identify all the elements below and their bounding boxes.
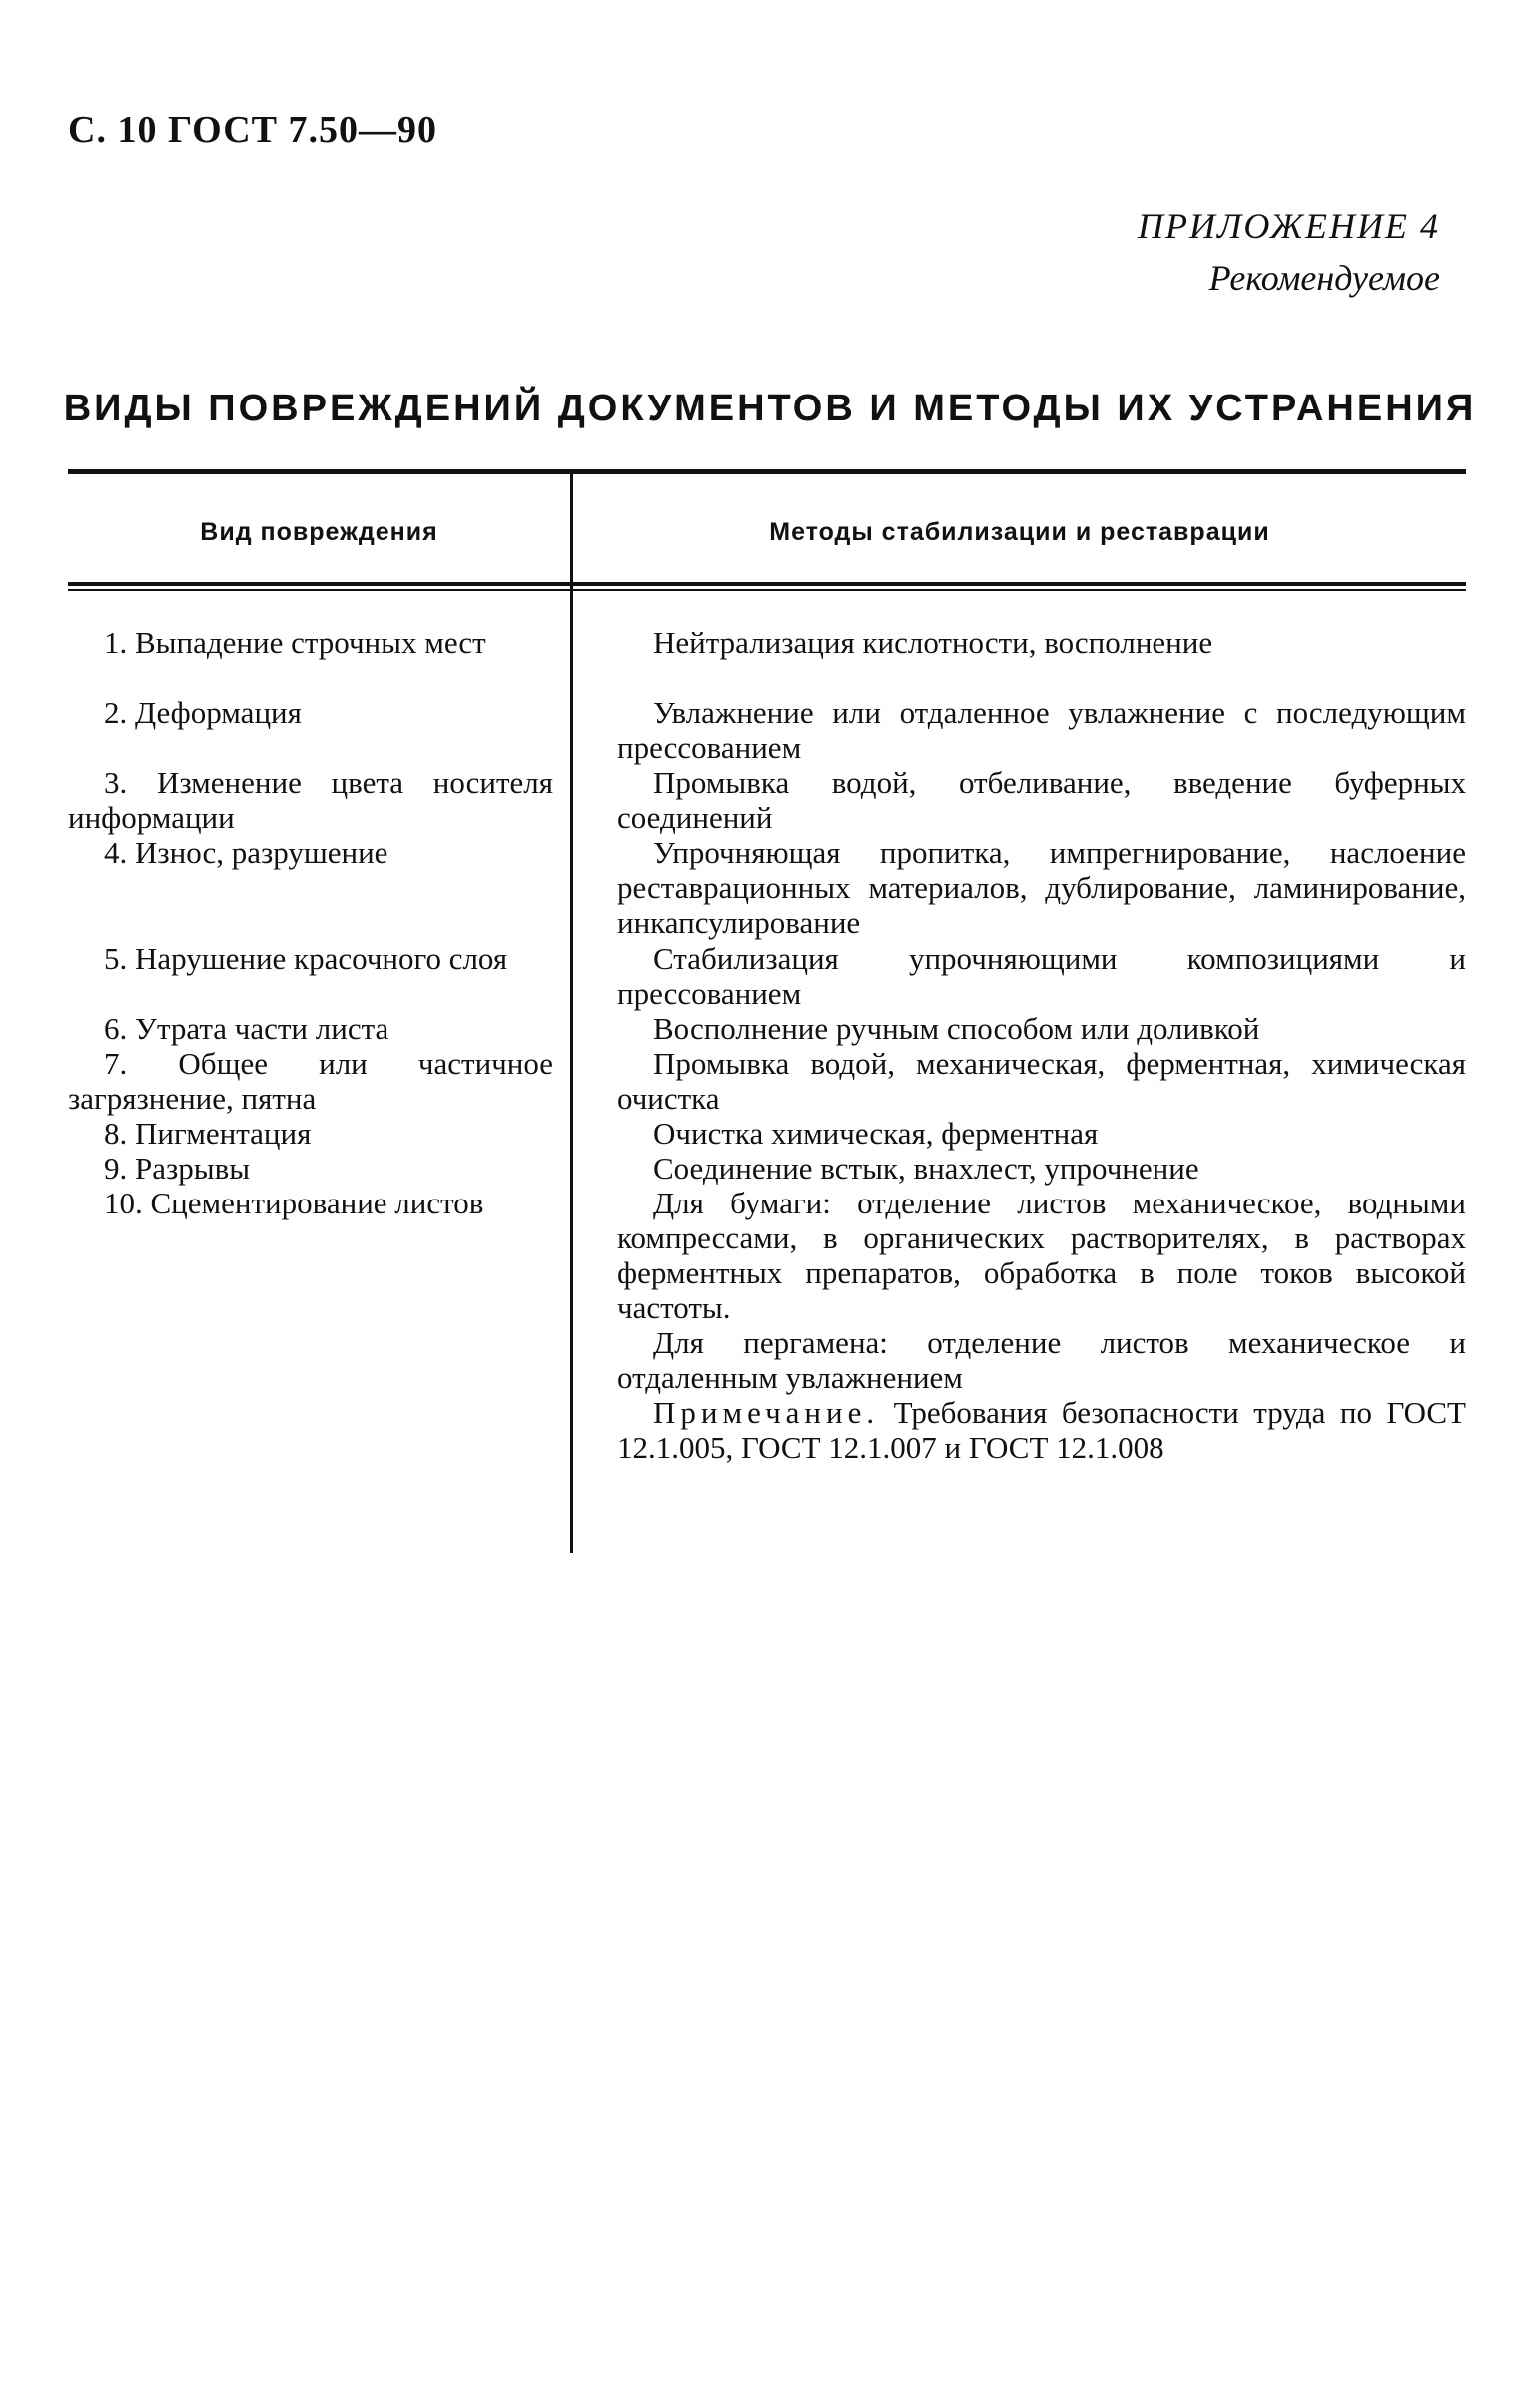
page-header: С. 10 ГОСТ 7.50—90 <box>68 109 437 151</box>
damage-type-10: 10. Сцементирование листов <box>104 1186 484 1220</box>
method-4: Упрочняющая пропитка, импрегнирование, наслоение реставрационных материалов, дублирование, ламинирование, инкапсулирование <box>617 835 1466 940</box>
column-header-damage-type: Вид повреждения <box>200 518 438 546</box>
damage-type-6: 6. Утрата части листа <box>104 1011 389 1046</box>
method-6: Восполнение ручным способом или доливкой <box>653 1011 1260 1046</box>
method-7: Промывка водой, механическая, ферментная, химическая очистка <box>617 1046 1466 1116</box>
damage-type-3: 3. Изменение цвета носителя информации <box>68 765 553 835</box>
table-header-rule-thin <box>68 589 1466 591</box>
table-header-rule <box>68 582 1466 586</box>
damage-type-7: 7. Общее или частичное загрязнение, пятна <box>68 1046 553 1116</box>
appendix-status: Рекомендуемое <box>1208 258 1440 298</box>
note-text: Требования безопасности труда по ГОСТ 12.1.005, ГОСТ 12.1.007 и ГОСТ 12.1.008 <box>617 1395 1466 1465</box>
method-5: Стабилизация упрочняющими композициями и прессованием <box>617 941 1466 1011</box>
note-label: Примечание. <box>653 1395 880 1430</box>
damage-type-5: 5. Нарушение красочного слоя <box>104 941 508 976</box>
document-title: ВИДЫ ПОВРЕЖДЕНИЙ ДОКУМЕНТОВ И МЕТОДЫ ИХ УСТРАНЕНИЯ <box>63 388 1477 429</box>
method-3: Промывка водой, отбеливание, введение буферных соединений <box>617 765 1466 835</box>
appendix-block <box>1138 200 1440 304</box>
method-2: Увлажнение или отдаленное увлажнение с последующим прессованием <box>617 695 1466 765</box>
appendix-label: ПРИЛОЖЕНИЕ 4 <box>1138 206 1440 246</box>
damage-type-1: 1. Выпадение строчных мест <box>104 625 486 660</box>
damage-type-8: 8. Пигментация <box>104 1116 312 1151</box>
method-1: Нейтрализация кислотности, восполнение <box>653 625 1213 660</box>
damage-type-4: 4. Износ, разрушение <box>104 835 388 870</box>
table-column-divider <box>570 474 573 1553</box>
column-header-methods: Методы стабилизации и реставрации <box>769 518 1270 546</box>
method-9: Соединение встык, внахлест, упрочнение <box>653 1151 1199 1186</box>
damage-type-9: 9. Разрывы <box>104 1151 251 1186</box>
method-8: Очистка химическая, ферментная <box>653 1116 1099 1151</box>
table-top-rule <box>68 469 1466 474</box>
damage-type-2: 2. Деформация <box>104 695 302 730</box>
method-10-paper: Для бумаги: отделение листов механическое, водными компрессами, в органических растворителях, в растворах ферментных препаратов, обработка в поле токов высокой частоты. <box>617 1186 1466 1325</box>
table-note <box>617 1395 1466 1465</box>
method-10-parchment: Для пергамена: отделение листов механическое и отдаленным увлажнением <box>617 1325 1466 1395</box>
